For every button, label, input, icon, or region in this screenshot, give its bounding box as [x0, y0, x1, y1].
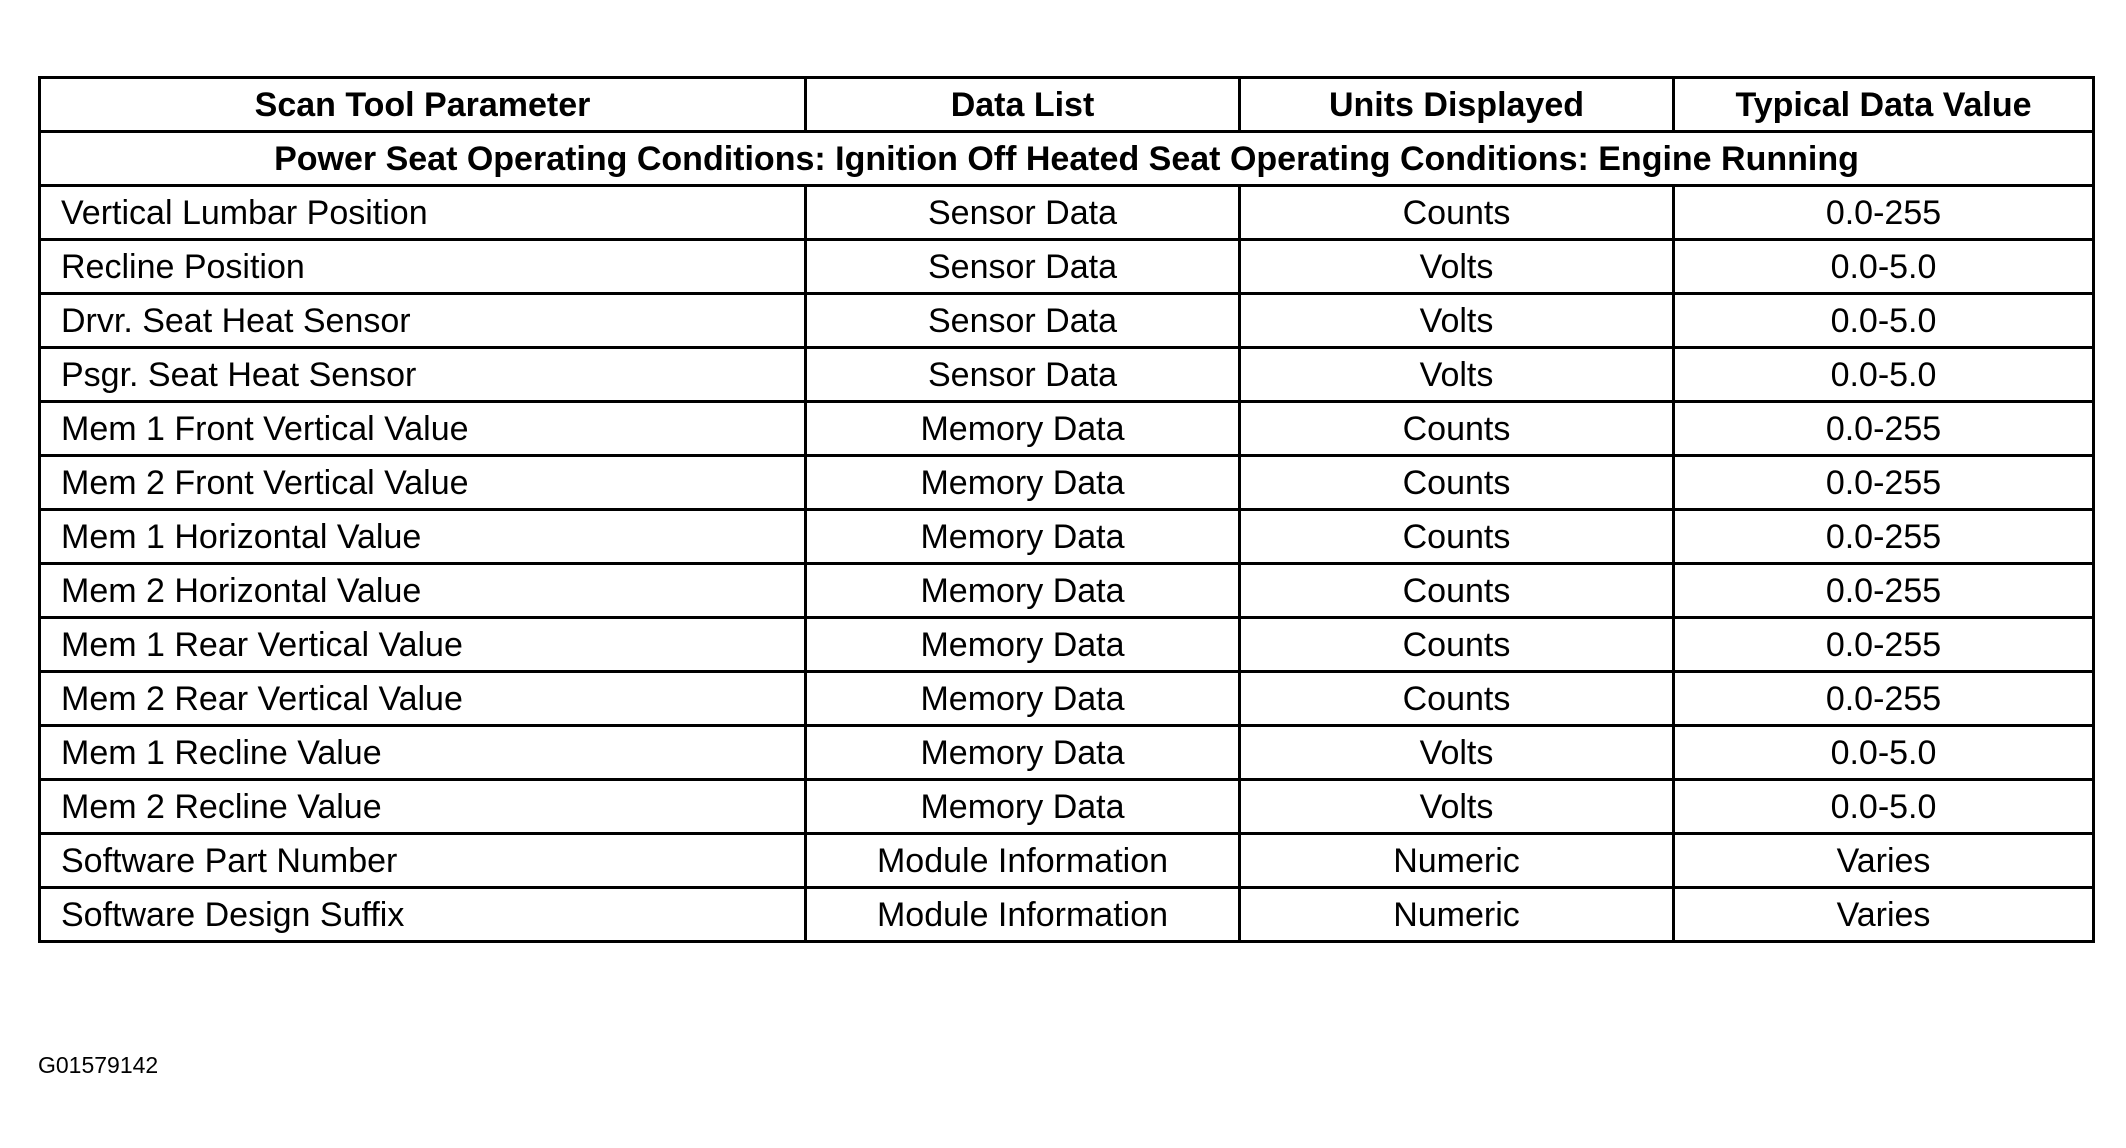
table-row [40, 726, 2094, 780]
cell-parameter: Vertical Lumbar Position [40, 186, 806, 240]
cell-units: Counts [1240, 402, 1674, 456]
conditions-row [40, 132, 2094, 186]
cell-units: Volts [1240, 294, 1674, 348]
cell-typical-value: Varies [1674, 834, 2094, 888]
cell-typical-value: 0.0-255 [1674, 510, 2094, 564]
table-row [40, 186, 2094, 240]
table-row [40, 456, 2094, 510]
cell-data-list: Memory Data [806, 510, 1240, 564]
table-row [40, 510, 2094, 564]
cell-data-list: Memory Data [806, 726, 1240, 780]
header-typical-data-value: Typical Data Value [1674, 78, 2094, 132]
scan-tool-data-table [38, 76, 2095, 943]
table-row [40, 402, 2094, 456]
table-row [40, 294, 2094, 348]
cell-parameter: Mem 1 Rear Vertical Value [40, 618, 806, 672]
cell-parameter: Drvr. Seat Heat Sensor [40, 294, 806, 348]
cell-parameter: Mem 2 Horizontal Value [40, 564, 806, 618]
header-data-list: Data List [806, 78, 1240, 132]
cell-typical-value: 0.0-255 [1674, 186, 2094, 240]
cell-parameter: Recline Position [40, 240, 806, 294]
cell-typical-value: Varies [1674, 888, 2094, 942]
cell-units: Counts [1240, 186, 1674, 240]
cell-data-list: Sensor Data [806, 348, 1240, 402]
cell-parameter: Mem 2 Rear Vertical Value [40, 672, 806, 726]
cell-units: Volts [1240, 726, 1674, 780]
cell-typical-value: 0.0-5.0 [1674, 294, 2094, 348]
cell-data-list: Memory Data [806, 564, 1240, 618]
cell-data-list: Module Information [806, 834, 1240, 888]
cell-units: Counts [1240, 510, 1674, 564]
cell-units: Numeric [1240, 834, 1674, 888]
cell-data-list: Memory Data [806, 780, 1240, 834]
cell-data-list: Sensor Data [806, 186, 1240, 240]
cell-units: Counts [1240, 564, 1674, 618]
cell-data-list: Module Information [806, 888, 1240, 942]
cell-typical-value: 0.0-5.0 [1674, 726, 2094, 780]
cell-units: Counts [1240, 618, 1674, 672]
cell-typical-value: 0.0-5.0 [1674, 780, 2094, 834]
cell-data-list: Sensor Data [806, 240, 1240, 294]
cell-parameter: Mem 2 Recline Value [40, 780, 806, 834]
cell-parameter: Mem 1 Horizontal Value [40, 510, 806, 564]
cell-parameter: Mem 1 Front Vertical Value [40, 402, 806, 456]
cell-units: Volts [1240, 780, 1674, 834]
cell-units: Counts [1240, 672, 1674, 726]
cell-typical-value: 0.0-5.0 [1674, 240, 2094, 294]
cell-units: Volts [1240, 348, 1674, 402]
cell-parameter: Mem 2 Front Vertical Value [40, 456, 806, 510]
operating-conditions: Power Seat Operating Conditions: Ignition Off Heated Seat Operating Conditions: Engine Running [40, 132, 2094, 186]
table-row [40, 618, 2094, 672]
table-header-row [40, 78, 2094, 132]
table-row [40, 834, 2094, 888]
header-units-displayed: Units Displayed [1240, 78, 1674, 132]
header-scan-tool-parameter: Scan Tool Parameter [40, 78, 806, 132]
cell-units: Numeric [1240, 888, 1674, 942]
cell-data-list: Sensor Data [806, 294, 1240, 348]
cell-typical-value: 0.0-255 [1674, 402, 2094, 456]
table-row [40, 348, 2094, 402]
cell-data-list: Memory Data [806, 672, 1240, 726]
cell-parameter: Mem 1 Recline Value [40, 726, 806, 780]
cell-units: Counts [1240, 456, 1674, 510]
cell-typical-value: 0.0-255 [1674, 618, 2094, 672]
table-body [40, 132, 2094, 942]
cell-typical-value: 0.0-255 [1674, 564, 2094, 618]
cell-data-list: Memory Data [806, 402, 1240, 456]
cell-units: Volts [1240, 240, 1674, 294]
table-row [40, 240, 2094, 294]
cell-typical-value: 0.0-5.0 [1674, 348, 2094, 402]
cell-data-list: Memory Data [806, 456, 1240, 510]
table-row [40, 888, 2094, 942]
cell-typical-value: 0.0-255 [1674, 456, 2094, 510]
cell-data-list: Memory Data [806, 618, 1240, 672]
cell-parameter: Software Part Number [40, 834, 806, 888]
table-row [40, 564, 2094, 618]
cell-typical-value: 0.0-255 [1674, 672, 2094, 726]
table-row [40, 780, 2094, 834]
cell-parameter: Psgr. Seat Heat Sensor [40, 348, 806, 402]
cell-parameter: Software Design Suffix [40, 888, 806, 942]
figure-id: G01579142 [38, 1052, 159, 1078]
table-row [40, 672, 2094, 726]
